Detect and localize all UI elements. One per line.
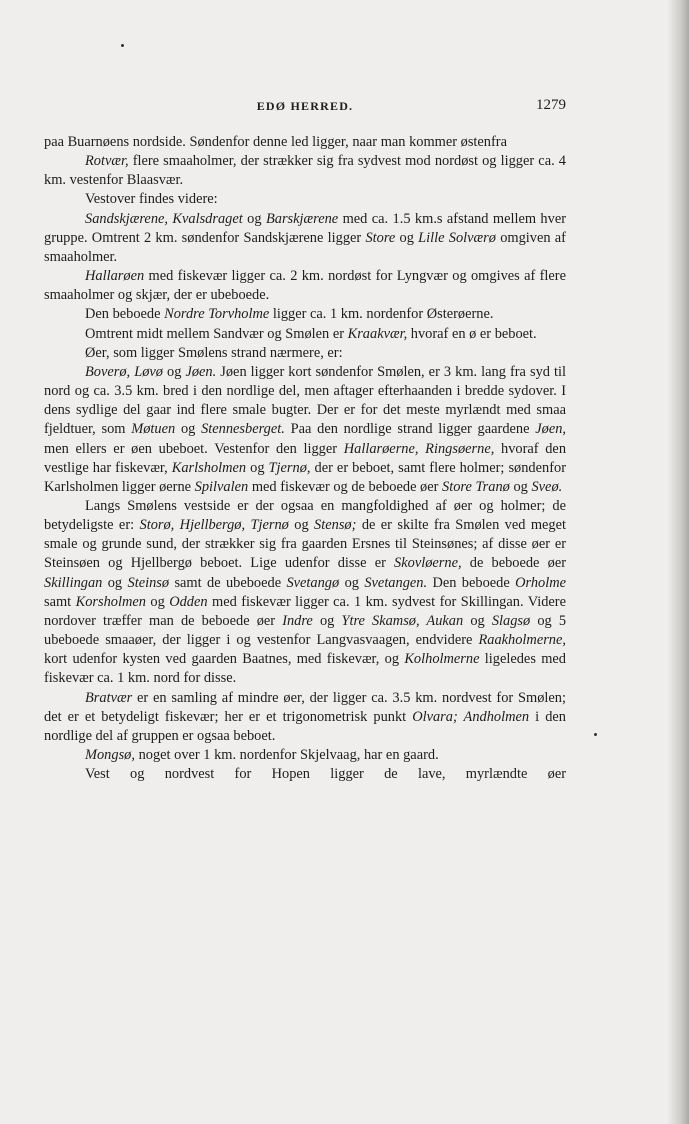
text-run: omgiven af smaaholmer. [44, 229, 566, 265]
text-run: og [145, 593, 170, 610]
italic-place-name: Storø, Hjellbergø, Tjernø [139, 517, 289, 534]
paragraph [44, 152, 566, 190]
italic-place-name: Ytre Skamsø, Aukan [341, 612, 464, 629]
italic-place-name: Hallarøerne, Ringsøerne, [343, 440, 495, 457]
text-run: Den beboede [427, 574, 516, 591]
text-run: Omtrent midt mellem Sandvær og Smølen er [85, 325, 348, 342]
italic-place-name: Olvara; Andholmen [412, 708, 530, 725]
text-run: samt [44, 593, 76, 610]
text-run: og [242, 210, 266, 227]
text-run: med ca. 1.5 km.s afstand mellem hver gruppe. Omtrent 2 km. søndenfor Sandskjærene ligger [44, 210, 566, 246]
text-run: noget over 1 km. nordenfor Skjelvaag, har en gaard. [134, 747, 439, 763]
italic-place-name: Møtuen [131, 421, 176, 438]
italic-place-name: Kolholmerne [404, 651, 480, 668]
italic-place-name: Hallarøen [85, 268, 145, 285]
italic-place-name: Rotvær, [85, 153, 129, 170]
italic-place-name: Jøen, [535, 421, 566, 438]
text-run: de beboede øer [461, 555, 566, 572]
italic-place-name: Store [365, 229, 396, 246]
running-head: EDØ HERRED. [256, 99, 354, 113]
text-run: kort udenfor kysten ved gaarden Baatnes, med fiskevær, og [44, 651, 405, 668]
paragraph [44, 305, 566, 324]
italic-place-name: Jøen. [185, 363, 217, 380]
italic-place-name: Sveø. [531, 478, 563, 495]
italic-place-name: Nordre Torvholme [164, 306, 270, 323]
italic-place-name: Boverø, Løvø [85, 363, 163, 380]
italic-place-name: Indre [282, 612, 313, 629]
text-run: og [509, 478, 532, 495]
text-run: Paa den nordlige strand ligger gaardene [284, 421, 536, 438]
italic-place-name: Barskjærene [265, 210, 339, 227]
italic-place-name: Skovløerne, [394, 555, 462, 572]
text-run: og [246, 459, 269, 476]
paragraph [44, 689, 566, 746]
text-run: og [288, 517, 315, 534]
text-run: og [395, 229, 419, 246]
paragraph [44, 765, 566, 784]
text-run: ligeledes med fiskevær ca. 1 km. nord for disse. [44, 651, 566, 687]
text-run: med fiskevær ligger ca. 2 km. nordøst for Lyngvær og omgives af flere smaaholmer og skjær, der er ubeboede. [44, 268, 566, 304]
italic-place-name: Slagsø [491, 612, 531, 629]
text-run: hvoraf en ø er beboet. [407, 325, 537, 342]
italic-place-name: Mongsø, [85, 747, 135, 763]
text-run: Den beboede [85, 306, 165, 323]
italic-place-name: Sandskjærene, Kvalsdraget [85, 210, 243, 227]
italic-place-name: Bratvær [85, 689, 133, 706]
print-speck [121, 44, 124, 47]
body-text [44, 133, 566, 784]
italic-place-name: Stensø; [314, 517, 357, 534]
paragraph [44, 210, 566, 267]
italic-place-name: Korsholmen [75, 593, 146, 610]
italic-place-name: Karlsholmen [171, 459, 247, 476]
paragraph [44, 325, 566, 344]
text-run: Langs Smølens vestside er der ogsaa en mangfoldighed af øer og holmer; de betydeligste er: [44, 497, 566, 534]
italic-place-name: Odden [169, 593, 208, 610]
italic-place-name: Svetangen. [364, 574, 428, 591]
text-run: er en samling af mindre øer, der ligger ca. 3.5 km. nordvest for Smølen; det er et betydeligt fiskevær; her er et trigonometrisk punkt [44, 689, 566, 725]
text-run: Vest og nordvest for Hopen ligger de lave, myrlændte øer [85, 766, 566, 783]
text-run: og [463, 612, 492, 629]
text-run: ligger ca. 1 km. nordenfor Østerøerne. [269, 306, 494, 323]
text-run: de er skilte fra Smølen ved meget smale og grunde sund, der strækker sig fra gaarden Ersnes til Steinsønes; af disse øer er Steinsøen og Hjellbergø beboet. Lige udenfor disse er [44, 517, 566, 572]
text-run: og [162, 363, 186, 380]
italic-place-name: Svetangø [286, 574, 340, 591]
italic-place-name: Tjernø, [268, 459, 311, 476]
italic-place-name: Orholme [515, 574, 567, 591]
text-run: Øer, som ligger Smølens strand nærmere, er: [85, 344, 343, 361]
paragraph [44, 267, 566, 305]
text-run: hvoraf den vestlige har fiskevær, [44, 440, 567, 476]
text-run: Vestover findes videre: [85, 191, 218, 208]
italic-place-name: Skillingan [44, 574, 103, 591]
paragraph [44, 363, 566, 497]
text-run: og [312, 612, 342, 629]
text-run: med fiskevær og de beboede øer [248, 478, 443, 495]
italic-place-name: Lille Solværø [418, 229, 496, 246]
text-run: og [175, 421, 202, 438]
text-run: der er beboet, samt flere holmer; søndenfor Karlsholmen ligger øerne [44, 459, 566, 495]
italic-place-name: Spilvalen [194, 478, 249, 495]
paragraph [44, 497, 566, 689]
italic-place-name: Stennesberget. [201, 421, 285, 438]
text-run: i den nordlige del af gruppen er ogsaa beboet. [44, 708, 566, 744]
text-run: flere smaaholmer, der strækker sig fra sydvest mod nordøst og ligger ca. 4 km. vestenfor Blaasvær. [44, 153, 566, 189]
page-header [44, 97, 566, 119]
text-run: med fiskevær ligger ca. 1 km. sydvest for Skillingan. Videre nordover træffer man de beboede øer [44, 593, 566, 629]
italic-place-name: Raakholmerne, [478, 632, 566, 649]
paragraph [44, 133, 566, 152]
text-run: og 5 ubeboede smaaøer, der ligger i og vestenfor Langvasvaagen, endvidere [44, 612, 567, 649]
italic-place-name: Steinsø [127, 574, 170, 591]
text-run: og [102, 574, 128, 591]
paragraph [44, 344, 566, 363]
print-speck [594, 733, 597, 736]
text-run: paa Buarnøens nordside. Søndenfor denne led ligger, naar man kommer østenfra [44, 134, 507, 150]
text-run: Jøen ligger kort søndenfor Smølen, er 3 km. lang fra syd til nord og ca. 3.5 km. bred i den nordlige del, men aftager efterhaanden i bredde sydover. I dens sydlige del gaar ind flere smale bugter. Der er for det meste myrlændt med smaa fjeldtuer, som [44, 363, 566, 438]
text-run: men ellers er øen ubeboet. Vestenfor den ligger [44, 440, 344, 457]
text-run: og [339, 574, 365, 591]
page-edge-shadow [667, 0, 689, 1124]
paragraph [44, 190, 566, 209]
text-run: samt de ubeboede [169, 574, 287, 591]
italic-place-name: Kraakvær, [347, 325, 408, 342]
page-number: 1279 [536, 97, 566, 113]
italic-place-name: Store Tranø [442, 478, 510, 495]
paragraph [44, 746, 566, 765]
